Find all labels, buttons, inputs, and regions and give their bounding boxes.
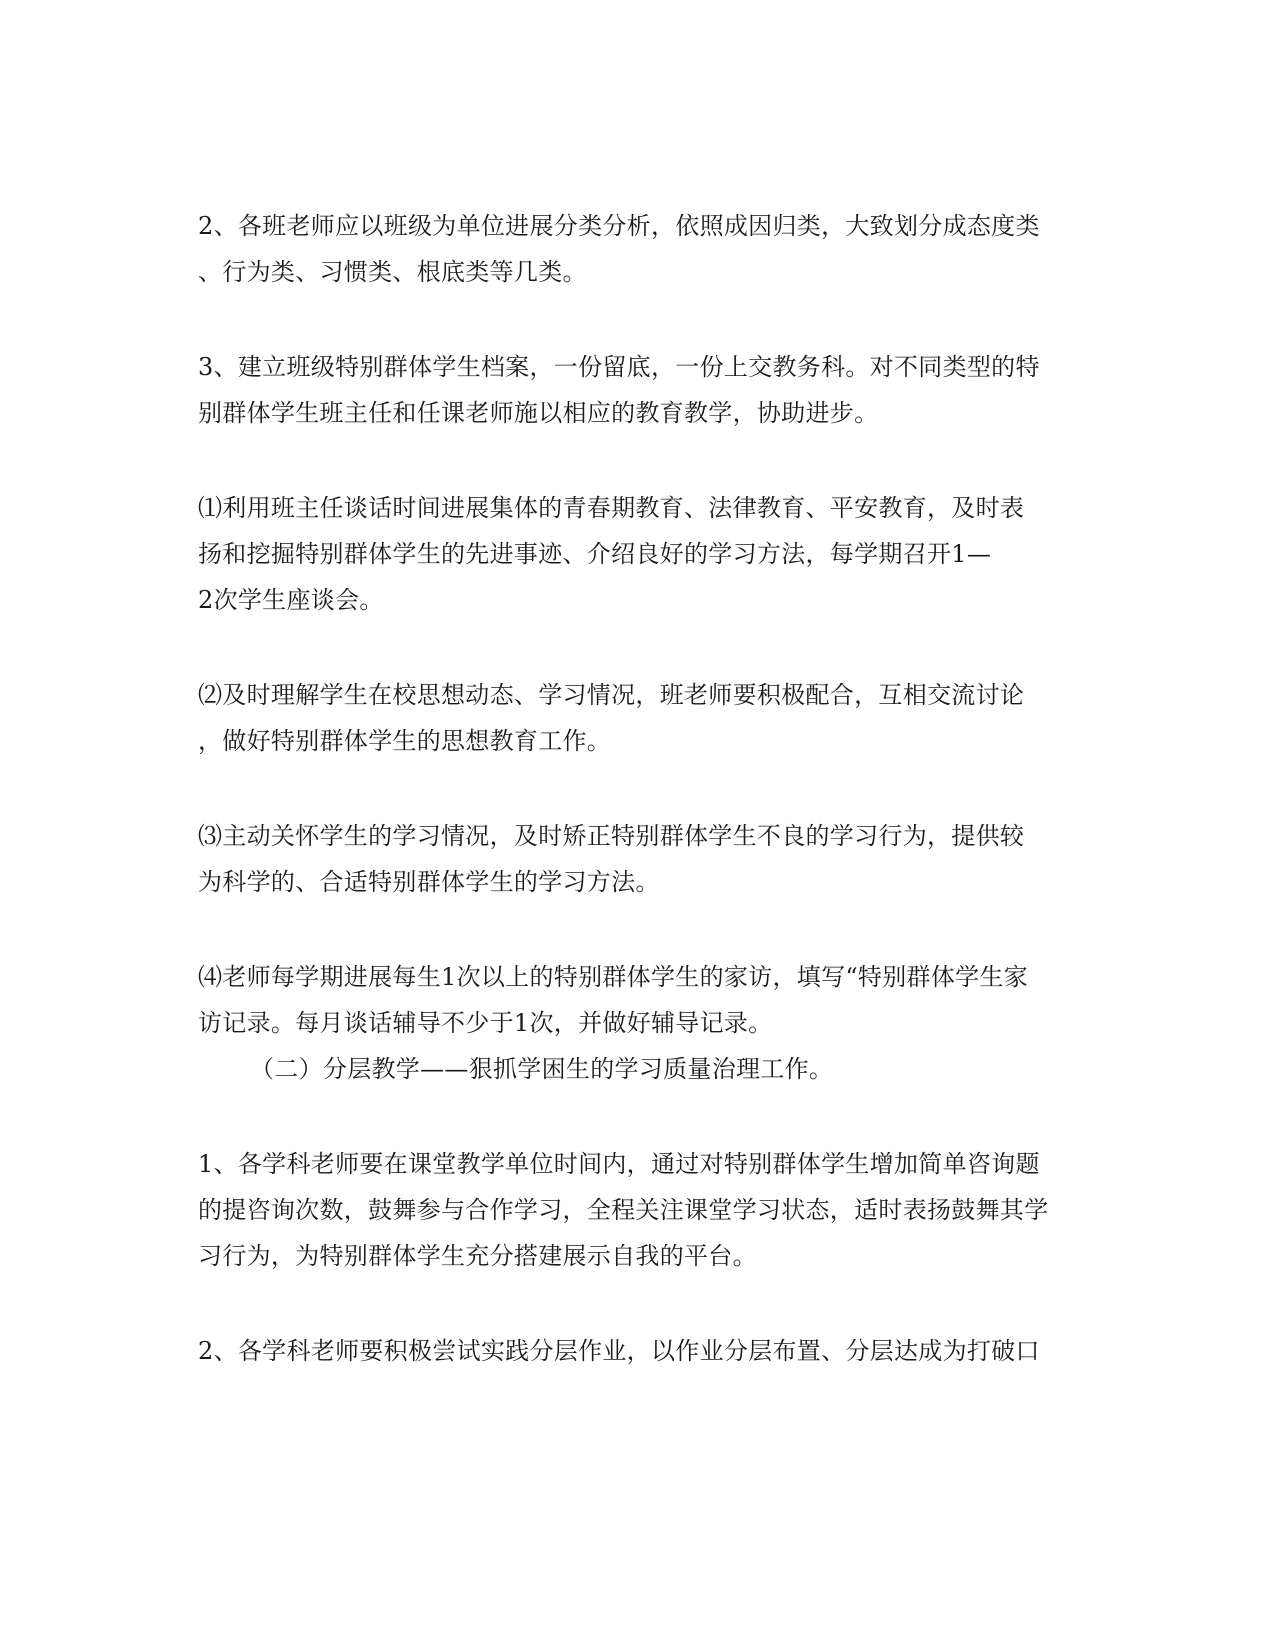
paragraph-9-line-1: 2、各学科老师要积极尝试实践分层作业，以作业分层布置、分层达成为打破口: [198, 1337, 1040, 1365]
paragraph-4-line-1: ⑵及时理解学生在校思想动态、学习情况，班老师要积极配合，互相交流讨论: [198, 681, 1025, 709]
paragraph-3-line-1: ⑴利用班主任谈话时间进展集体的青春期教育、法律教育、平安教育，及时表: [198, 494, 1025, 522]
paragraph-6-line-2: 访记录。每月谈话辅导不少于1次，并做好辅导记录。: [198, 1009, 773, 1037]
paragraph-1-line-2: 、行为类、习惯类、根底类等几类。: [198, 258, 587, 286]
paragraph-8-line-3: 习行为，为特别群体学生充分搭建展示自我的平台。: [198, 1242, 757, 1270]
section-heading: （二）分层教学——狠抓学困生的学习质量治理工作。: [250, 1055, 834, 1083]
paragraph-4-line-2: ，做好特别群体学生的思想教育工作。: [198, 727, 612, 755]
paragraph-8-line-1: 1、各学科老师要在课堂教学单位时间内，通过对特别群体学生增加简单咨询题: [198, 1150, 1040, 1178]
paragraph-1-line-1: 2、各班老师应以班级为单位进展分类分析，依照成因归类，大致划分成态度类: [198, 212, 1040, 240]
paragraph-2-line-2: 别群体学生班主任和任课老师施以相应的教育教学，协助进步。: [198, 399, 879, 427]
paragraph-6-line-1: ⑷老师每学期进展每生1次以上的特别群体学生的家访，填写“特别群体学生家: [198, 963, 1029, 991]
paragraph-5-line-1: ⑶主动关怀学生的学习情况，及时矫正特别群体学生不良的学习行为，提供较: [198, 822, 1025, 850]
paragraph-8-line-2: 的提咨询次数，鼓舞参与合作学习，全程关注课堂学习状态，适时表扬鼓舞其学: [198, 1196, 1049, 1224]
paragraph-2-line-1: 3、建立班级特别群体学生档案，一份留底，一份上交教务科。对不同类型的特: [198, 353, 1040, 381]
paragraph-5-line-2: 为科学的、合适特别群体学生的学习方法。: [198, 868, 660, 896]
paragraph-3-line-3: 2次学生座谈会。: [198, 586, 384, 614]
paragraph-3-line-2: 扬和挖掘特别群体学生的先进事迹、介绍良好的学习方法，每学期召开1—: [198, 540, 992, 568]
